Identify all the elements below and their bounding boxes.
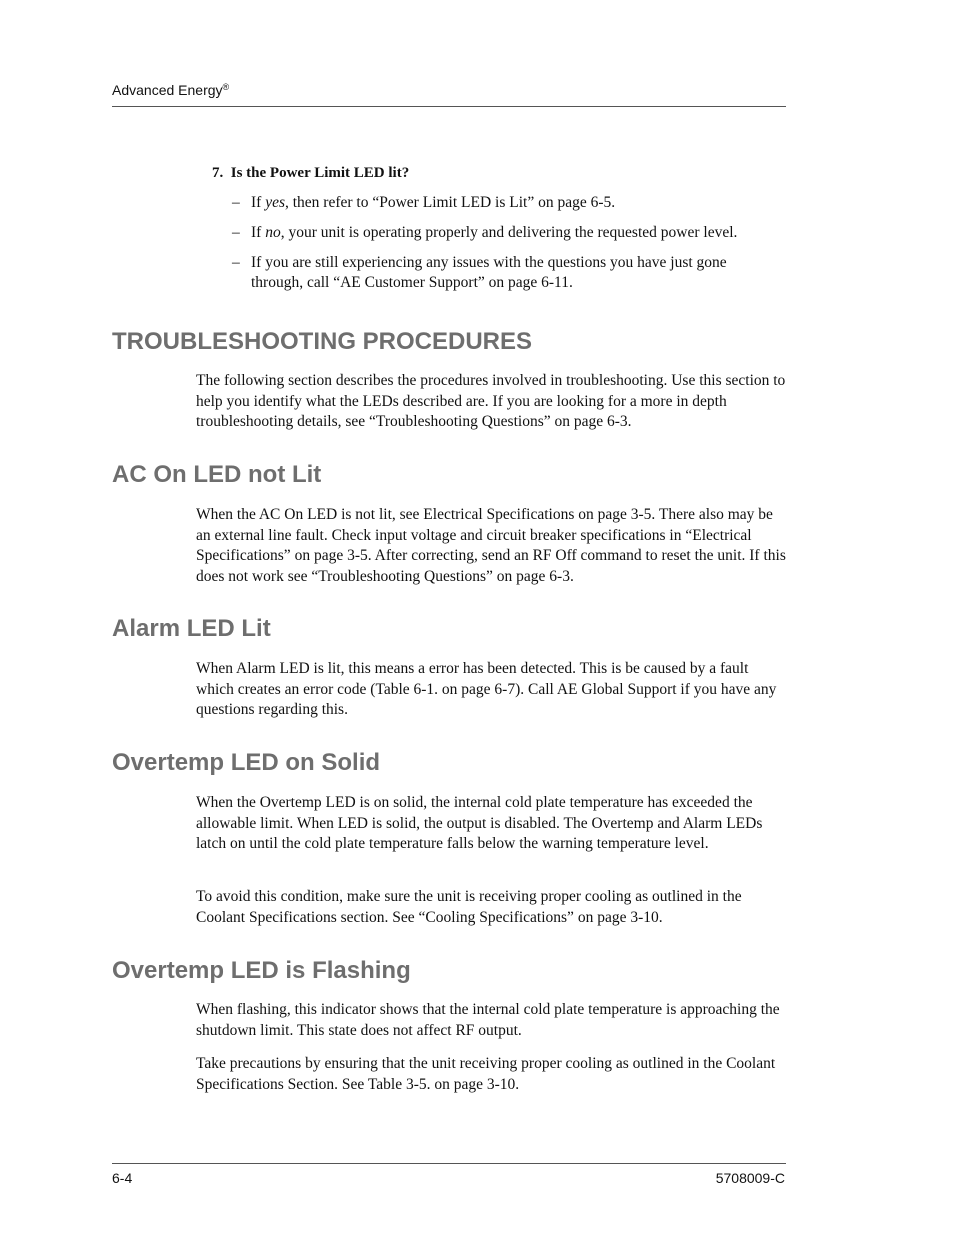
question-number: 7. [212, 165, 224, 181]
paragraph: When the AC On LED is not lit, see Electrical Specifications on page 3-5. There also may be an external line fault. Check input voltage and circuit breaker specifications in “Electrical Specifications” on page 3-5. After correcting, send an RF Off command to reset the unit. If this does not work see “Troubleshooting Questions” on page 6-3. [196, 506, 786, 585]
list-item: – If yes, then refer to “Power Limit LED is Lit” on page 6-5. [232, 194, 616, 211]
dash-marker: – [232, 254, 240, 271]
paragraph: When Alarm LED is lit, this means a error has been detected. This is be caused by a fault which creates an error code (Table 6-1. on page 6-7). Call AE Global Support if you have any questions regarding this. [196, 660, 777, 718]
emphasis-yes: yes [265, 194, 285, 211]
document-number: 5708009-C [715, 1170, 785, 1186]
header-brand: Advanced Energy [112, 82, 223, 98]
section-heading-alarm-led: Alarm LED Lit [112, 615, 271, 642]
registered-mark: ® [222, 82, 230, 92]
section-heading-ac-on-led: AC On LED not Lit [112, 461, 322, 488]
paragraph: To avoid this condition, make sure the unit is receiving proper cooling as outlined in the Coolant Specifications section. See “Cooling Specifications” on page 3-10. [196, 888, 742, 926]
section-heading-overtemp-solid: Overtemp LED on Solid [112, 749, 381, 776]
page-number: 6-4 [112, 1170, 133, 1186]
paragraph: When flashing, this indicator shows that the internal cold plate temperature is approaching the shutdown limit. This state does not affect RF output. [196, 1001, 780, 1039]
footer-rule [112, 1163, 786, 1164]
running-header [112, 82, 229, 98]
paragraph: Take precautions by ensuring that the unit receiving proper cooling as outlined in the Coolant Specifications Section. See Table 3-5. on page 3-10. [196, 1055, 776, 1093]
question-text: Is the Power Limit LED lit? [230, 165, 410, 181]
emphasis-no: no [265, 224, 281, 241]
paragraph: When the Overtemp LED is on solid, the internal cold plate temperature has exceeded the allowable limit. When LED is solid, the output is disabled. The Overtemp and Alarm LEDs latch on until the cold plate temperature falls below the warning temperature level. [196, 794, 763, 852]
list-item: – If no, your unit is operating properly and delivering the requested power level. [232, 224, 738, 241]
question-title [212, 163, 409, 183]
header-rule [112, 106, 786, 107]
list-item: – If you are still experiencing any issues with the questions you have just gone through, call “AE Customer Support” on page 6-11. [232, 254, 727, 291]
paragraph: The following section describes the procedures involved in troubleshooting. Use this section to help you identify what the LEDs described are. If you are looking for a more in depth troubleshooting details, see “Troubleshooting Questions” on page 6-3. [196, 372, 786, 430]
dash-marker: – [232, 224, 240, 241]
section-heading-overtemp-flashing: Overtemp LED is Flashing [112, 957, 411, 984]
dash-marker: – [232, 194, 240, 211]
section-heading-troubleshooting-procedures: TROUBLESHOOTING PROCEDURES [112, 328, 533, 355]
